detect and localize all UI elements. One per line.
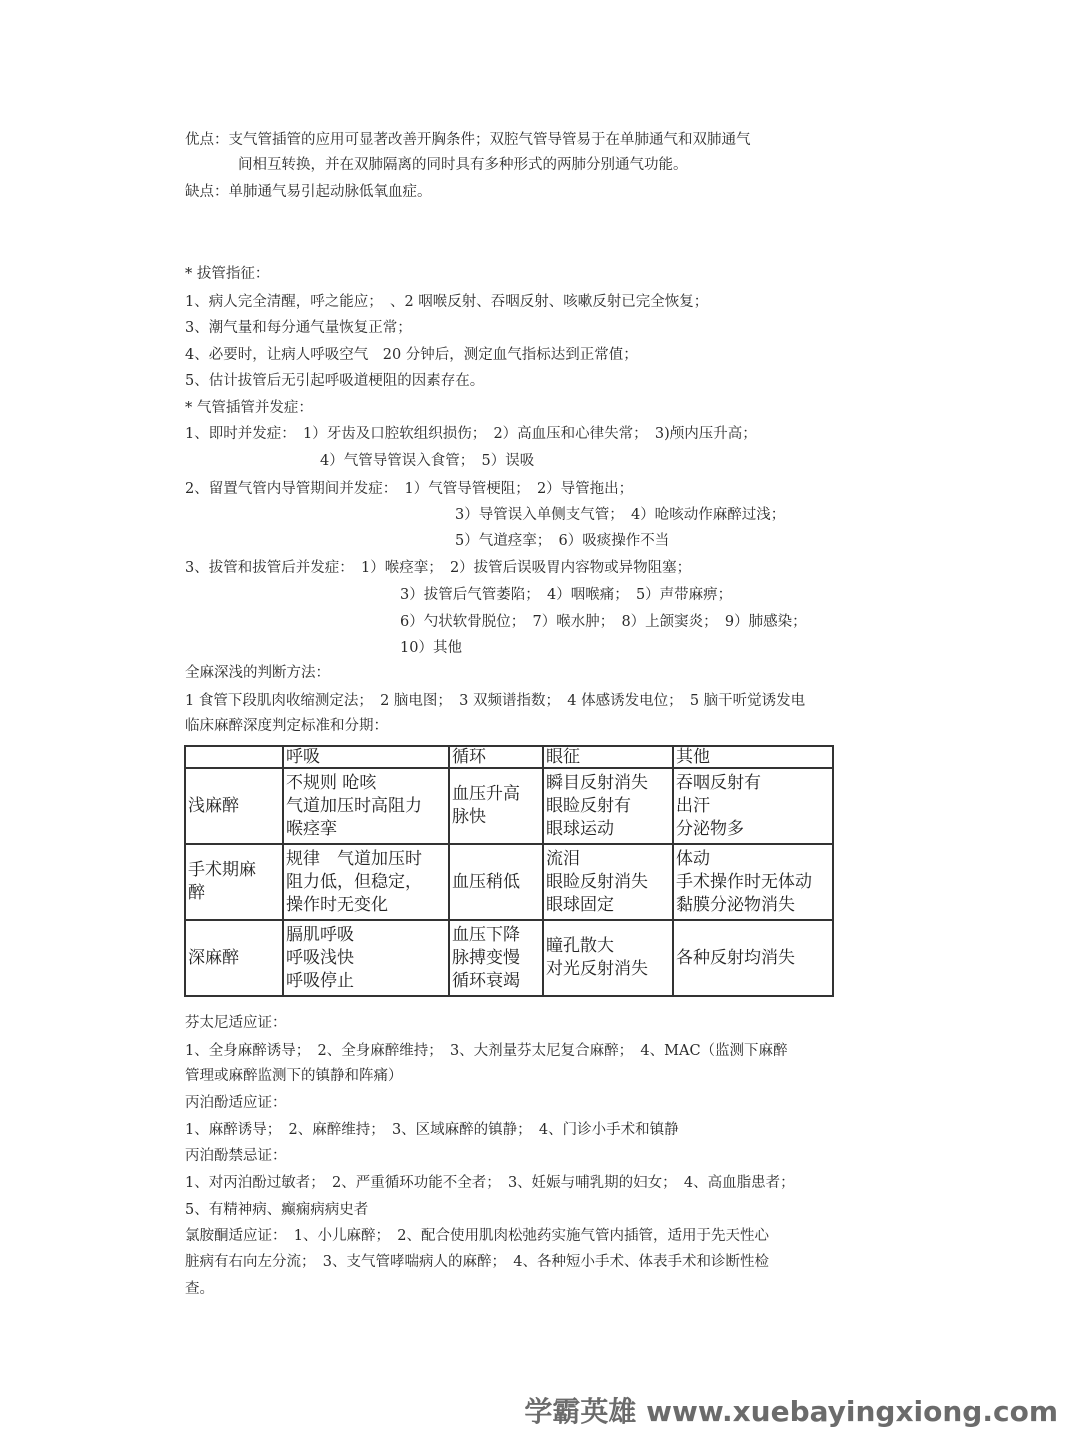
text-line: 10）其他 bbox=[400, 640, 462, 656]
text-line: 6）勺状软骨脱位； 7）喉水肿； 8）上颌窦炎； 9）肺感染； bbox=[400, 614, 807, 630]
text-line: 2、留置气管内导管期间并发症： 1）气管导管梗阻； 2）导管拖出； bbox=[185, 481, 634, 497]
text-line: 3）导管误入单侧支气管； 4）呛咳动作麻醉过浅； bbox=[455, 507, 786, 523]
text-line: 优点：支气管插管的应用可显著改善开胸条件；双腔气管导管易于在单肺通气和双肺通气 bbox=[185, 132, 751, 148]
text-line: 查。 bbox=[185, 1281, 214, 1297]
section-heading: 临床麻醉深度判定标准和分期： bbox=[185, 718, 388, 734]
section-heading: 全麻深浅的判断方法： bbox=[185, 665, 330, 681]
table-cell: 体动 手术操作时无体动 黏膜分泌物消失 bbox=[673, 844, 833, 920]
table-cell: 血压下降 脉搏变慢 循环衰竭 bbox=[449, 920, 543, 996]
text-line: 4）气管导管误入食管； 5）误吸 bbox=[320, 453, 535, 469]
table-header-cell bbox=[185, 746, 283, 768]
table-cell: 规律 气道加压时 阻力低，但稳定， 操作时无变化 bbox=[283, 844, 449, 920]
text-line: 4、必要时，让病人呼吸空气 20 分钟后，测定血气指标达到正常值； bbox=[185, 347, 638, 363]
anesthesia-depth-table bbox=[184, 745, 834, 997]
table-row bbox=[185, 768, 833, 844]
text-line: 3、潮气量和每分通气量恢复正常； bbox=[185, 320, 412, 336]
text-line: 管理或麻醉监测下的镇静和阵痛） bbox=[185, 1068, 403, 1084]
table-cell: 吞咽反射有 出汗 分泌物多 bbox=[673, 768, 833, 844]
watermark-footer: 学霸英雄 www.xuebayingxiong.com bbox=[524, 1395, 1058, 1428]
text-line: 5）气道痉挛； 6）吸痰操作不当 bbox=[455, 533, 670, 549]
table-cell: 浅麻醉 bbox=[185, 768, 283, 844]
text-line: 1、麻醉诱导； 2、麻醉维持； 3、区域麻醉的镇静； 4、门诊小手术和镇静 bbox=[185, 1122, 679, 1138]
section-heading: * 气管插管并发症： bbox=[185, 400, 313, 416]
table-cell: 膈肌呼吸 呼吸浅快 呼吸停止 bbox=[283, 920, 449, 996]
text-line: 脏病有右向左分流； 3、支气管哮喘病人的麻醉； 4、各种短小手术、体表手术和诊断性检 bbox=[185, 1254, 769, 1270]
table-header-row bbox=[185, 746, 833, 768]
text-line: 1、病人完全清醒，呼之能应； 、2 咽喉反射、吞咽反射、咳嗽反射已完全恢复； bbox=[185, 294, 709, 310]
table-cell: 瞳孔散大 对光反射消失 bbox=[543, 920, 673, 996]
text-line: 3、拔管和拔管后并发症： 1）喉痉挛； 2）拔管后误吸胃内容物或异物阻塞； bbox=[185, 560, 692, 576]
table-header-cell: 呼吸 bbox=[283, 746, 449, 768]
table-cell: 各种反射均消失 bbox=[673, 920, 833, 996]
section-heading: 丙泊酚适应证： bbox=[185, 1095, 287, 1111]
section-heading: 丙泊酚禁忌证： bbox=[185, 1148, 287, 1164]
table-cell: 瞬目反射消失 眼睑反射有 眼球运动 bbox=[543, 768, 673, 844]
table-cell: 流泪 眼睑反射消失 眼球固定 bbox=[543, 844, 673, 920]
table-row bbox=[185, 844, 833, 920]
text-line: 1、对丙泊酚过敏者； 2、严重循环功能不全者； 3、妊娠与哺乳期的妇女； 4、高血脂患者； bbox=[185, 1175, 795, 1191]
table-row bbox=[185, 920, 833, 996]
table-header-cell: 其他 bbox=[673, 746, 833, 768]
table-cell: 深麻醉 bbox=[185, 920, 283, 996]
table-cell: 不规则 呛咳 气道加压时高阻力 喉痉挛 bbox=[283, 768, 449, 844]
text-line: 缺点：单肺通气易引起动脉低氧血症。 bbox=[185, 184, 432, 200]
table-cell: 手术期麻 醉 bbox=[185, 844, 283, 920]
table-header-cell: 循环 bbox=[449, 746, 543, 768]
section-heading: * 拔管指征： bbox=[185, 266, 270, 282]
table-cell: 血压升高 脉快 bbox=[449, 768, 543, 844]
section-heading: 芬太尼适应证： bbox=[185, 1015, 287, 1031]
text-line: 1 食管下段肌肉收缩测定法； 2 脑电图； 3 双频谱指数； 4 体感诱发电位； 5 脑干听觉诱发电 bbox=[185, 693, 806, 709]
text-line: 间相互转换，并在双肺隔离的同时具有多种形式的两肺分别通气功能。 bbox=[238, 157, 688, 173]
text-line: 1、全身麻醉诱导； 2、全身麻醉维持； 3、大剂量芬太尼复合麻醉； 4、MAC（监测下麻醉 bbox=[185, 1043, 788, 1059]
table-cell: 血压稍低 bbox=[449, 844, 543, 920]
text-line: 氯胺酮适应证： 1、小儿麻醉； 2、配合使用肌肉松弛药实施气管内插管，适用于先天性心 bbox=[185, 1228, 769, 1244]
text-line: 1、即时并发症： 1）牙齿及口腔软组织损伤； 2）高血压和心律失常； 3)颅内压升高； bbox=[185, 426, 757, 442]
table-header-cell: 眼征 bbox=[543, 746, 673, 768]
text-line: 5、估计拔管后无引起呼吸道梗阻的因素存在。 bbox=[185, 373, 485, 389]
text-line: 3）拔管后气管萎陷； 4）咽喉痛； 5）声带麻痹； bbox=[400, 587, 733, 603]
text-line: 5、有精神病、癫痫病病史者 bbox=[185, 1202, 369, 1218]
